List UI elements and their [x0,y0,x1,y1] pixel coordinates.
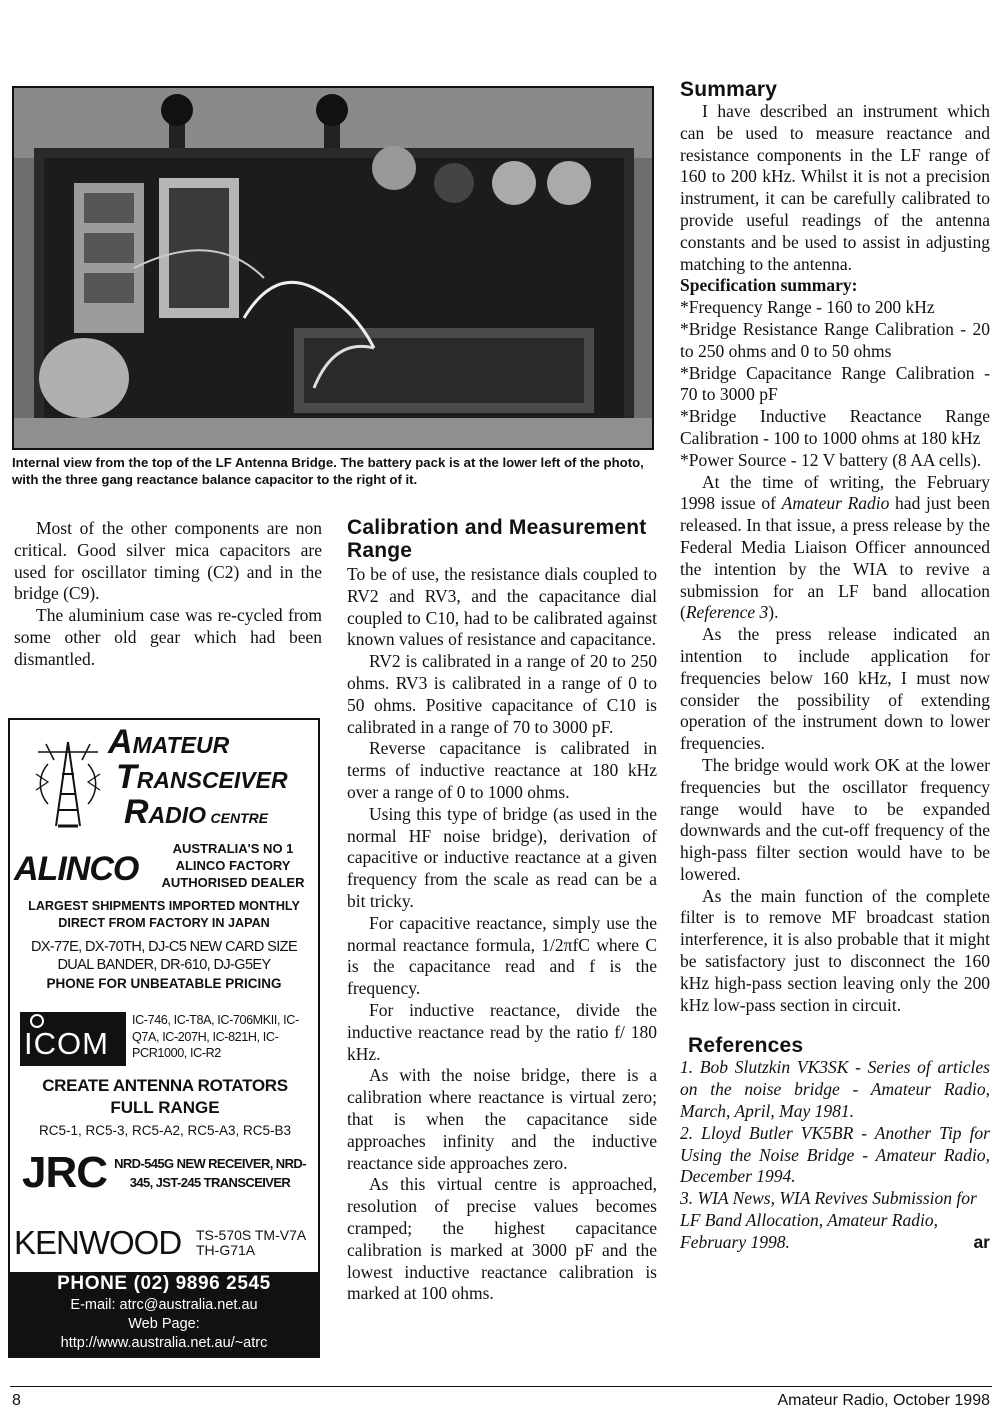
publication-footer: Amateur Radio, October 1998 [777,1392,990,1409]
reference-item [680,1188,990,1253]
references-heading: References [688,1034,804,1058]
logo-cap-a: A [108,723,133,761]
reference-text: 3. WIA News, WIA Revives Submission for LF Band Allocation, Amateur Radio, February 1998. [680,1188,977,1252]
photo-caption: Internal view from the top of the LF Antenna Bridge. The battery pack is at the lower left of the photo, with the three gang reactance balance capacitor to the right of it. [12,455,644,487]
antenna-tower-icon [28,734,108,834]
photo-image [14,88,652,448]
footer-rule [10,1386,992,1387]
rotators-heading: CREATE ANTENNA ROTATORS [42,1076,288,1095]
paragraph: As this virtual centre is approached, resolution of precise values becomes cramped; the highest capacitance calibration is marked at 3000 pF and the lowest inductive reactance calibration is marked at 100 ohms. [347,1174,657,1304]
email-address: E-mail: atrc@australia.net.au [70,1297,258,1313]
jrc-models: NRD-545G NEW RECEIVER, NRD-345, JST-245 TRANSCEIVER [114,1156,306,1190]
paragraph: RV2 is calibrated in a range of 20 to 250 ohms. RV3 is calibrated in a range of 0 to 50 ohms. Positive capacitance of C10 is calibrated in a range of 70 to 3000 pF. [347,651,657,737]
rc-models: RC5-1, RC5-3, RC5-A2, RC5-A3, RC5-B3 [38,1123,292,1138]
paragraph [680,472,990,625]
logo-word-amateur: MATEUR [132,732,230,758]
spec-heading: Specification summary: [680,275,858,296]
alinco-dealer-text: AUSTRALIA'S NO 1 ALINCO FACTORY AUTHORISED DEALER [161,841,305,890]
calibration-heading: Calibration and Measurement Range [347,516,647,562]
reference-link: Reference 3 [685,602,769,623]
column-3 [680,78,990,1254]
alinco-logo: ALINCO [14,850,139,888]
paragraph: For capacitive reactance, simply use the normal reactance formula, 1/2πfC where C is the capacitance read and f is the frequency. [347,912,657,999]
spec-item: *Frequency Range - 160 to 200 kHz [680,297,935,318]
pricing-text: PHONE FOR UNBEATABLE PRICING [46,976,282,991]
references-list [680,1057,990,1253]
page-number: 8 [12,1392,21,1409]
spec-item: *Bridge Capacitance Range Calibration - 70 to 3000 pF [680,362,990,405]
shipments-text: LARGEST SHIPMENTS IMPORTED MONTHLY DIRECT FROM FACTORY IN JAPAN [28,899,300,930]
paragraph: I have described an instrument which can be used to measure reactance and resistance components in the LF range of 160 to 200 kHz. Whilst it is not a precision instrument, it can be carefully calibrated to provide useful readings of the antenna constants and be used to assist in adjusting matching to the antenna. [680,101,990,274]
atrc-advertisement [8,718,320,1358]
paragraph: For inductive reactance, divide the inductive reactance read by the ratio f/ 180 kHz. [347,999,657,1064]
paragraph: Using this type of bridge (as used in the normal HF noise bridge), derivation of capacitive or inductive reactance at a given frequency from the scale as read can be a bit tricky. [347,803,657,911]
web-url: http://www.australia.net.au/~atrc [60,1335,268,1351]
atrc-logo [20,723,310,846]
paragraph: The bridge would work OK at the lower frequencies but the oscillator frequency range would have to be expanded downwards and the cut-off frequency of the high-pass filter section would have to be lowered. [680,754,990,884]
publication-name: Amateur Radio [781,493,890,514]
paragraph: The aluminium case was re-cycled from some other old gear which had been dismantled. [14,605,322,669]
text-span: ). [768,602,779,623]
reference-item: 1. Bob Slutzkin VK3SK - Series of articles on the noise bridge - Amateur Radio, March, April, May 1981. [680,1057,990,1122]
summary-heading: Summary [680,78,778,101]
reference-item: 2. Lloyd Butler VK5BR - Another Tip for Using the Noise Bridge - Amateur Radio, December 1994. [680,1122,990,1187]
icom-logo: ICOM [24,1026,109,1061]
kenwood-models: TS-570S TM-V7A TH-G71A [196,1227,306,1258]
column-3-text [680,101,990,1016]
logo-word-centre: CENTRE [210,810,269,826]
alinco-block [14,840,314,898]
icom-logo-box [20,1012,126,1066]
column-2 [347,516,657,1305]
paragraph: As the main function of the complete filter is to remove MF broadcast station interference, it is also probable that it might be satisfactory just to disconnect the 160 kHz high-pass section leaving only the 200 kHz low-pass section in circuit. [680,885,990,1015]
paragraph: As the press release indicated an intention to include application for frequencies below 160 kHz, I must now consider the possibility of extending operation of the instrument down to lower frequencies. [680,624,990,754]
internal-view-photo [12,86,654,450]
text-span: At the time of writing, the February 1998 issue of [680,471,990,514]
paragraph: As with the noise bridge, there is a calibration where reactance is virtual zero; that is when the capacitance side approaches infinity and the inductive reactance side approaches zero. [347,1065,657,1173]
web-label: Web Page: [128,1316,200,1332]
phone-number: PHONE (02) 9896 2545 [57,1273,271,1294]
contact-box [10,1272,318,1358]
kenwood-logo: KENWOOD [14,1224,182,1261]
paragraph: Reverse capacitance is calibrated in terms of inductive reactance at 180 kHz over a range of 0 to 1000 ohms. [347,738,657,802]
end-mark: ar [973,1231,990,1252]
column-1-text [14,518,322,671]
column-2-text [347,564,657,1305]
spec-item: *Power Source - 12 V battery (8 AA cells). [680,449,982,470]
logo-cap-r: R [124,793,149,831]
jrc-logo: JRC [22,1148,108,1197]
paragraph: To be of use, the resistance dials coupled to RV2 and RV3, and the capacitance dial coupled to C10, had to be calibrated against known values of resistance and capacitance. [347,564,657,650]
paragraph: Most of the other components are non critical. Good silver mica capacitors are used for oscillator timing (C2) and in the bridge (C9). [14,518,322,604]
full-range-text: FULL RANGE [110,1098,220,1117]
spec-item: *Bridge Resistance Range Calibration - 20 to 250 ohms and 0 to 50 ohms [680,318,990,361]
alinco-models: DX-77E, DX-70TH, DJ-C5 NEW CARD SIZE DUAL BANDER, DR-610, DJ-G5EY [30,939,298,973]
logo-word-radio: ADIO [148,802,207,828]
logo-word-transceiver: RANSCEIVER [136,767,288,793]
text-span: had just been released. In that issue, a press release by the Federal Media Liaison Officer announced the intention by the WIA to revive a submission for an LF band allocation ( [680,493,990,623]
spec-item: *Bridge Inductive Reactance Range Calibration - 100 to 1000 ohms at 180 kHz [680,406,990,448]
logo-cap-t: T [116,758,137,796]
icom-models: IC-746, IC-T8A, IC-706MKII, IC-Q7A, IC-207H, IC-821H, IC-PCR1000, IC-R2 [132,1013,299,1060]
